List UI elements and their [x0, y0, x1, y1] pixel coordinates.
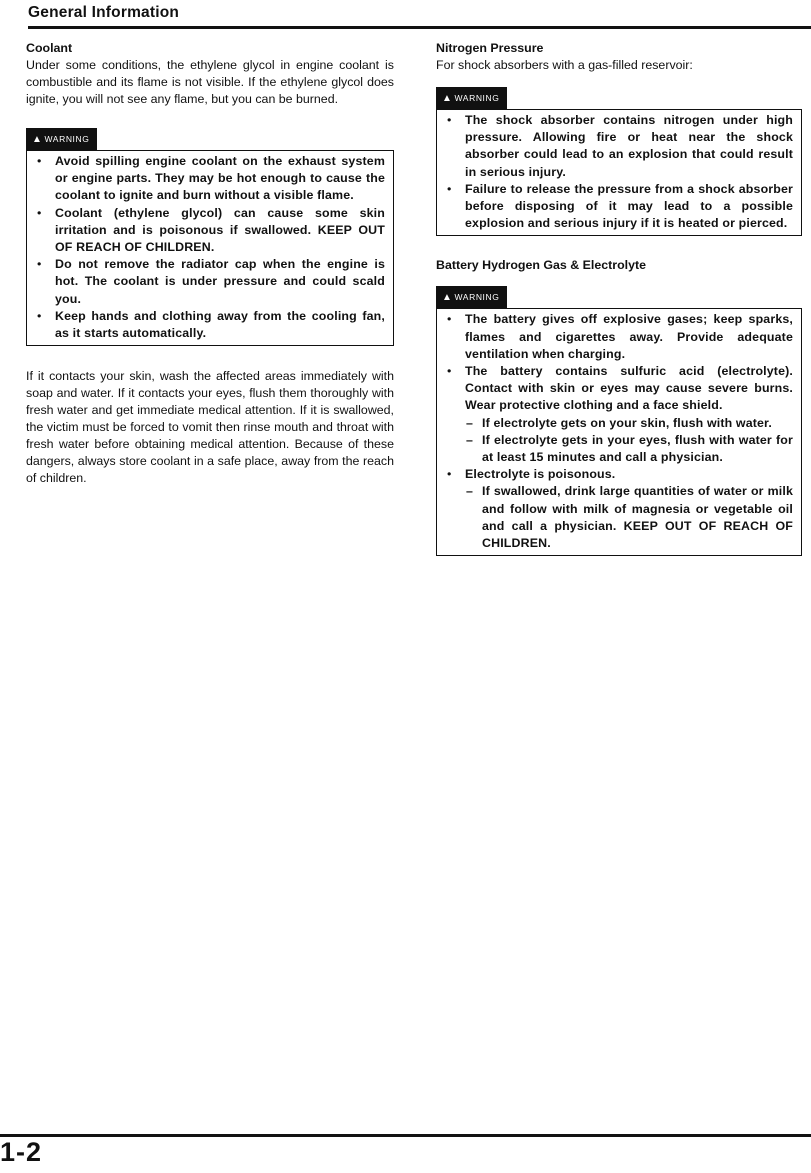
warning-sub-item: – If electrolyte gets in your eyes, flush with water for at least 15 minutes and call a physician.	[466, 432, 793, 465]
warning-item: • Failure to release the pressure from a shock absorber before disposing of it may lead to a possible explosion and serious injury if it is heated or pierced.	[447, 181, 793, 231]
page-number: 1-2	[0, 1137, 43, 1167]
warning-item: • The shock absorber contains nitrogen under high pressure. Allowing fire or heat near the shock absorber could lead to an explosion that could result in serious injury.	[447, 113, 793, 179]
warning-item: • The battery contains sulfuric acid (electrolyte). Contact with skin or eyes may cause severe burns. Wear protective clothing and a face shield. – If electrolyte gets on your skin, flush with water. – If electrolyte gets in your eyes, flush with water for at least 15 minutes and call a physician.	[443, 363, 793, 466]
coolant-intro: Under some conditions, the ethylene glycol in engine coolant is combustible and its flame is not visible. If the ethylene glycol does ignite, you will not see any flame, but you can be burned.	[26, 58, 394, 106]
nitrogen-section	[436, 40, 802, 236]
right-column	[436, 40, 802, 556]
warning-label	[436, 286, 507, 308]
warning-box	[436, 109, 802, 236]
warning-item: • Coolant (ethylene glycol) can cause some skin irritation and is poisonous if swallowed. KEEP OUT OF REACH OF CHILDREN.	[37, 205, 385, 255]
warning-item: • Avoid spilling engine coolant on the exhaust system or engine parts. They may be hot enough to cause the coolant to ignite and burn without a visible flame.	[37, 154, 385, 203]
warning-sub-item: – If electrolyte gets on your skin, flush with water.	[466, 415, 772, 430]
warning-label-text: WARNING	[44, 134, 90, 144]
warning-box	[26, 150, 394, 346]
battery-section	[436, 257, 802, 556]
warning-item: • Keep hands and clothing away from the cooling fan, as it starts automatically.	[37, 308, 385, 341]
coolant-warning	[26, 128, 394, 346]
page-header	[28, 2, 811, 29]
warning-sub-item: – If swallowed, drink large quantities of water or milk and follow with milk of magnesia or vegetable oil and call a physician. KEEP OUT OF REACH OF CHILDREN.	[466, 484, 793, 551]
nitrogen-intro: For shock absorbers with a gas-filled reservoir:	[436, 58, 693, 72]
warning-label	[436, 87, 507, 109]
warning-item: • Do not remove the radiator cap when the engine is hot. The coolant is under pressure and could scald you.	[37, 257, 385, 306]
warning-item: • The battery gives off explosive gases; keep sparks, flames and cigarettes away. Provide adequate ventilation when charging.	[447, 312, 793, 361]
nitrogen-warning	[436, 87, 802, 236]
nitrogen-heading: Nitrogen Pressure	[436, 41, 544, 55]
footer-rule	[0, 1134, 811, 1137]
warning-item: • Electrolyte is poisonous. – If swallowed, drink large quantities of water or milk and follow with milk of magnesia or vegetable oil and call a physician. KEEP OUT OF REACH OF CHILDREN.	[443, 466, 793, 552]
coolant-section	[26, 40, 394, 487]
warning-triangle-icon: ▲	[442, 93, 453, 104]
warning-triangle-icon: ▲	[32, 134, 43, 145]
coolant-first-aid: If it contacts your skin, wash the affected areas immediately with soap and water. If it contacts your eyes, flush them thoroughly with fresh water and get immediate medical attention. If it is swallowed, the victim must be forced to vomit then rinse mouth and throat with fresh water before obtaining medical attention. Because of these dangers, always store coolant in a safe place, away from the reach of children.	[26, 369, 394, 486]
warning-label	[26, 128, 97, 150]
coolant-heading: Coolant	[26, 41, 73, 55]
warning-box	[436, 308, 802, 556]
battery-warning	[436, 286, 802, 556]
battery-heading: Battery Hydrogen Gas & Electrolyte	[436, 258, 647, 273]
warning-label-text: WARNING	[454, 292, 500, 303]
warning-triangle-icon: ▲	[442, 292, 453, 304]
warning-label-text: WARNING	[454, 93, 500, 103]
section-title: General Information	[28, 4, 180, 21]
